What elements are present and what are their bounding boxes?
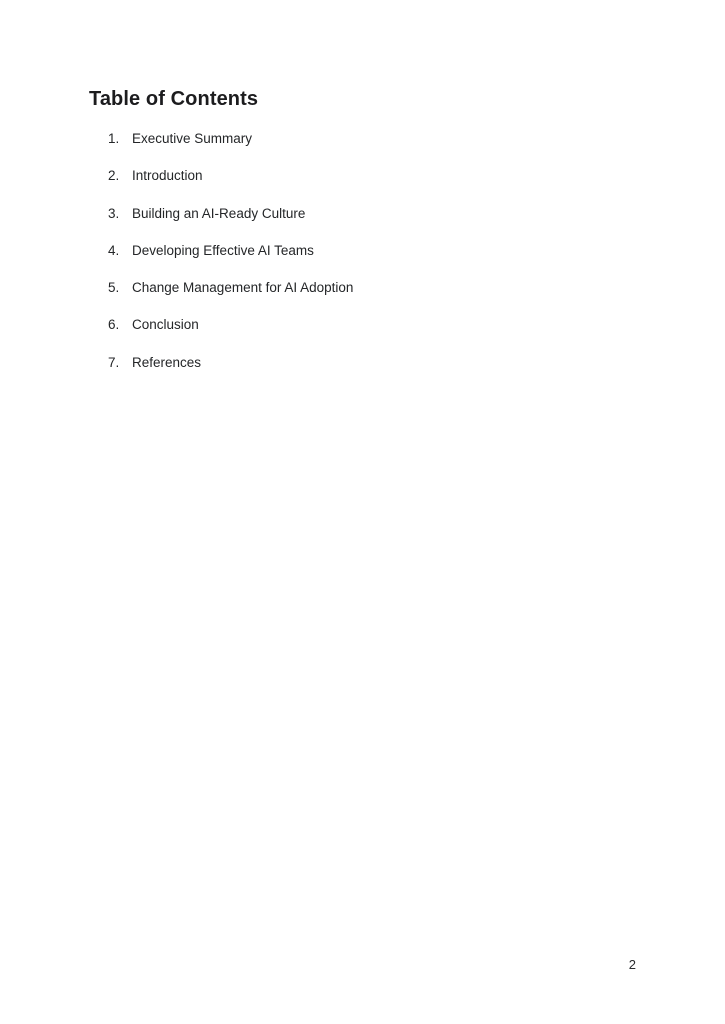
toc-item-number: 3. [108,205,120,221]
toc-item-label: Introduction [132,168,203,184]
toc-item-number: 6. [108,317,120,333]
toc-item-introduction [108,168,353,183]
toc-item-label: Conclusion [132,317,199,333]
toc-item-executive-summary [108,131,353,146]
toc-item-label: Building an AI-Ready Culture [132,205,306,221]
toc-item-number: 7. [108,354,120,370]
toc-item-building-an-ai-ready-culture [108,206,353,221]
toc-item-label: References [132,354,202,370]
toc-item-label: Executive Summary [132,131,253,146]
toc-item-label: Change Management for AI Adoption [132,280,354,296]
toc-item-references [108,355,353,370]
page-title: Table of Contents [89,88,259,110]
page-number: 2 [628,957,636,972]
toc-item-conclusion [108,317,353,332]
toc-item-number: 2. [108,168,120,184]
toc-item-developing-effective-ai-teams [108,243,353,258]
toc-item-number: 1. [108,131,120,146]
toc-list [108,131,353,392]
toc-item-change-management-for-ai-adoption [108,280,353,295]
toc-item-number: 5. [108,280,120,296]
toc-item-label: Developing Effective AI Teams [132,242,314,258]
toc-item-number: 4. [108,242,120,258]
